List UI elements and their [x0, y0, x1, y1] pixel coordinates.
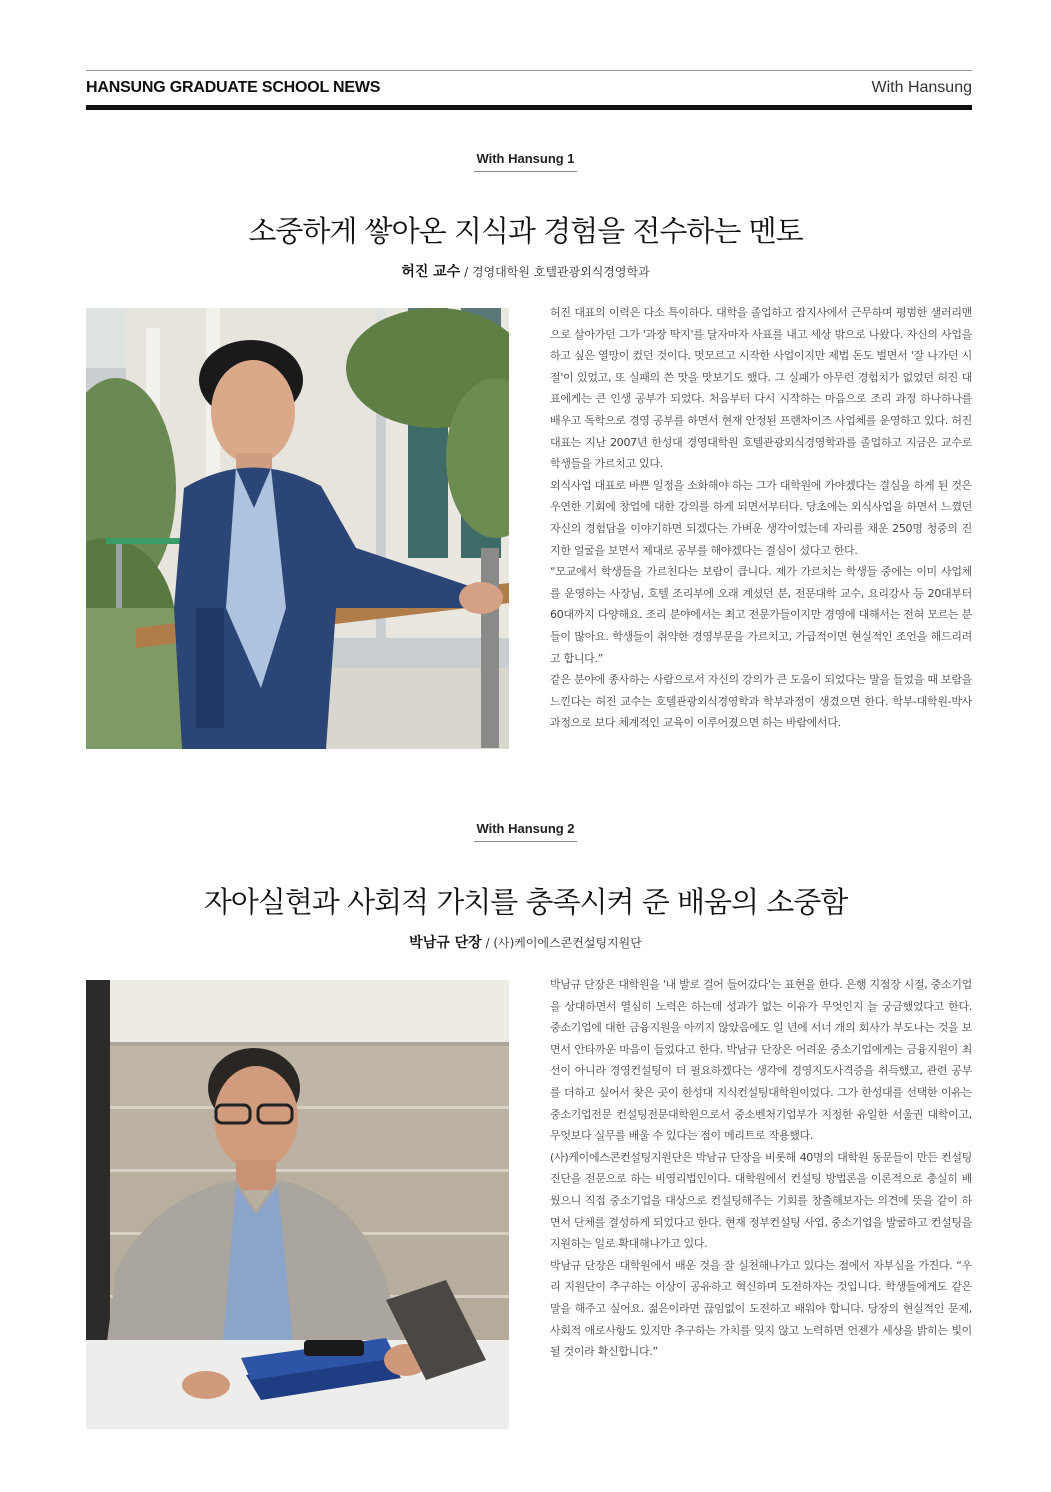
article-1-author-name: 허진 교수: [401, 264, 461, 280]
top-rule: [86, 70, 972, 71]
article-2-photo: [86, 980, 509, 1429]
article-1-byline: [0, 261, 1051, 281]
article-1-paragraph: 허진 대표의 이력은 다소 특이하다. 대학을 졸업하고 잡지사에서 근무하며 평범한 샐러리맨으로 살아가던 그가 '과장 딱지'를 달자마자 사표를 내고 세상 밖으로 나왔다. 자신의 사업을 하고 싶은 열망이 컸던 것이다. 멋모르고 시작한 사업이지만 제법 돈도 벌면서 '잘 나가던 시절'이 있었고, 또 실패의 쓴 맛을 맛보기도 했다. 그 실패가 아무런 경험치가 없었던 허진 대표에게는 큰 인생 공부가 되었다. 처음부터 다시 시작하는 마음으로 조리 과정 하나하나를 배우고 독학으로 경영 공부를 하면서 현재 안정된 프랜차이즈 사업체를 운영하고 있다. 허진 대표는 지난 2007년 한성대 경영대학원 호텔관광외식경영학과를 졸업하고 지금은 교수로 학생들을 가르치고 있다.: [550, 306, 972, 471]
article-2-headline: 자아실현과 사회적 가치를 충족시켜 준 배움의 소중함: [203, 885, 848, 919]
masthead-rule: [86, 105, 972, 110]
article-2-body: [550, 974, 972, 1363]
article-2-affiliation: / (사)케이에스콘컨설팅지원단: [481, 936, 642, 950]
article-1-tag: With Hansung 1: [0, 148, 1051, 172]
masthead-title: HANSUNG GRADUATE SCHOOL NEWS: [86, 79, 381, 96]
article-2-paragraph: 박남규 단장은 대학원에서 배운 것을 잘 실천해나가고 있다는 점에서 자부심을 가진다. “우리 지원단이 추구하는 이상이 공유하고 혁신하며 도전하자는 것입니다. 학생들에게도 같은 말을 해주고 싶어요. 젊은이라면 끊임없이 도전하고 배워야 합니다. 당장의 현실적인 문제, 사회적 애로사항도 있지만 추구하는 가치를 잊지 않고 노력하면 언젠가 세상을 밝히는 빛이 될 것이라 확신합니다.”: [550, 1258, 972, 1359]
article-1-paragraph: 같은 분야에 종사하는 사람으로서 자신의 강의가 큰 도움이 되었다는 말을 들었을 때 보람을 느낀다는 허진 교수는 호텔관광외식경영학과 학부과정이 생겼으면 한다. 학부-대학원-박사 과정으로 보다 체계적인 교육이 이루어졌으면 하는 바람에서다.: [550, 673, 972, 730]
article-1-paragraph: “모교에서 학생들을 가르친다는 보람이 큽니다. 제가 가르치는 학생들 중에는 이미 사업체를 운영하는 사장님, 호텔 조리부에 오래 계셨던 분, 전문대학 교수, 요리강사 등 20대부터 60대까지 다양해요. 조리 분야에서는 최고 전문가들이지만 경영에 대해서는 전혀 모르는 분들이 많아요. 학생들이 취약한 경영부문을 가르치고, 가급적이면 현실적인 조언을 해드리려고 합니다.”: [550, 565, 972, 665]
article-2-paragraph: (사)케이에스콘컨설팅지원단은 박남규 단장을 비롯해 40명의 대학원 동문들이 만든 컨설팅진단을 전문으로 하는 비영리법인이다. 대학원에서 컨설팅 방법론을 이론적으로 충실히 배웠으니 직접 중소기업을 대상으로 컨설팅해주는 기회를 창출해보자는 의견에 뜻을 같이 하면서 단체를 결성하게 되었다고 한다. 현재 정부컨설팅 사업, 중소기업을 발굴하고 컨설팅을 지원하는 일로 확대해나가고 있다.: [550, 1150, 972, 1251]
article-2-tag: With Hansung 2: [0, 818, 1051, 842]
article-2-author-name: 박남규 단장: [409, 935, 482, 951]
article-1-paragraph: 외식사업 대표로 바쁜 일정을 소화해야 하는 그가 대학원에 가야겠다는 결심을 하게 된 것은 우연한 기회에 창업에 대한 강의를 하게 되면서부터다. 당초에는 외식사업을 하면서 느꼈던 자신의 경험담을 이야기하면 되겠다는 가벼운 생각이었는데 자리를 채운 250명 청중의 진지한 얼굴을 보면서 제대로 공부를 해야겠다는 결심이 섰다고 한다.: [550, 478, 972, 557]
masthead-section: With Hansung: [871, 79, 972, 96]
article-1-headline: 소중하게 쌓아온 지식과 경험을 전수하는 멘토: [248, 214, 803, 248]
article-2-paragraph: 박남규 단장은 대학원을 '내 발로 걸어 들어갔다'는 표현을 한다. 은행 지점장 시절, 중소기업을 상대하면서 열심히 노력은 하는데 성과가 없는 이유가 무엇인지 늘 궁금했었다고 한다. 중소기업에 대한 금융지원을 아끼지 않았음에도 일 년에 서너 개의 회사가 부도나는 것을 보면서 안타까운 마음이 들었다고 한다. 박남규 단장은 어려운 중소기업에게는 금융지원이 최선이 아니라 경영컨설팅이 더 필요하겠다는 생각에 경영지도사격증을 취득했고, 관련 공부를 더하고 싶어서 찾은 곳이 한성대 지식컨설팅대학원이었다. 그가 한성대를 선택한 이유는 중소기업전문 컨설팅전문대학원으로서 중소벤처기업부가 지정한 유일한 서울권 대학이고, 무엇보다 실무를 배울 수 있다는 점이 메리트로 작용했다.: [550, 978, 972, 1143]
article-1-affiliation: / 경영대학원 호텔관광외식경영학과: [460, 265, 650, 279]
article-2-byline: [0, 932, 1051, 952]
article-1-photo: [86, 308, 509, 749]
article-1-body: [550, 302, 972, 734]
